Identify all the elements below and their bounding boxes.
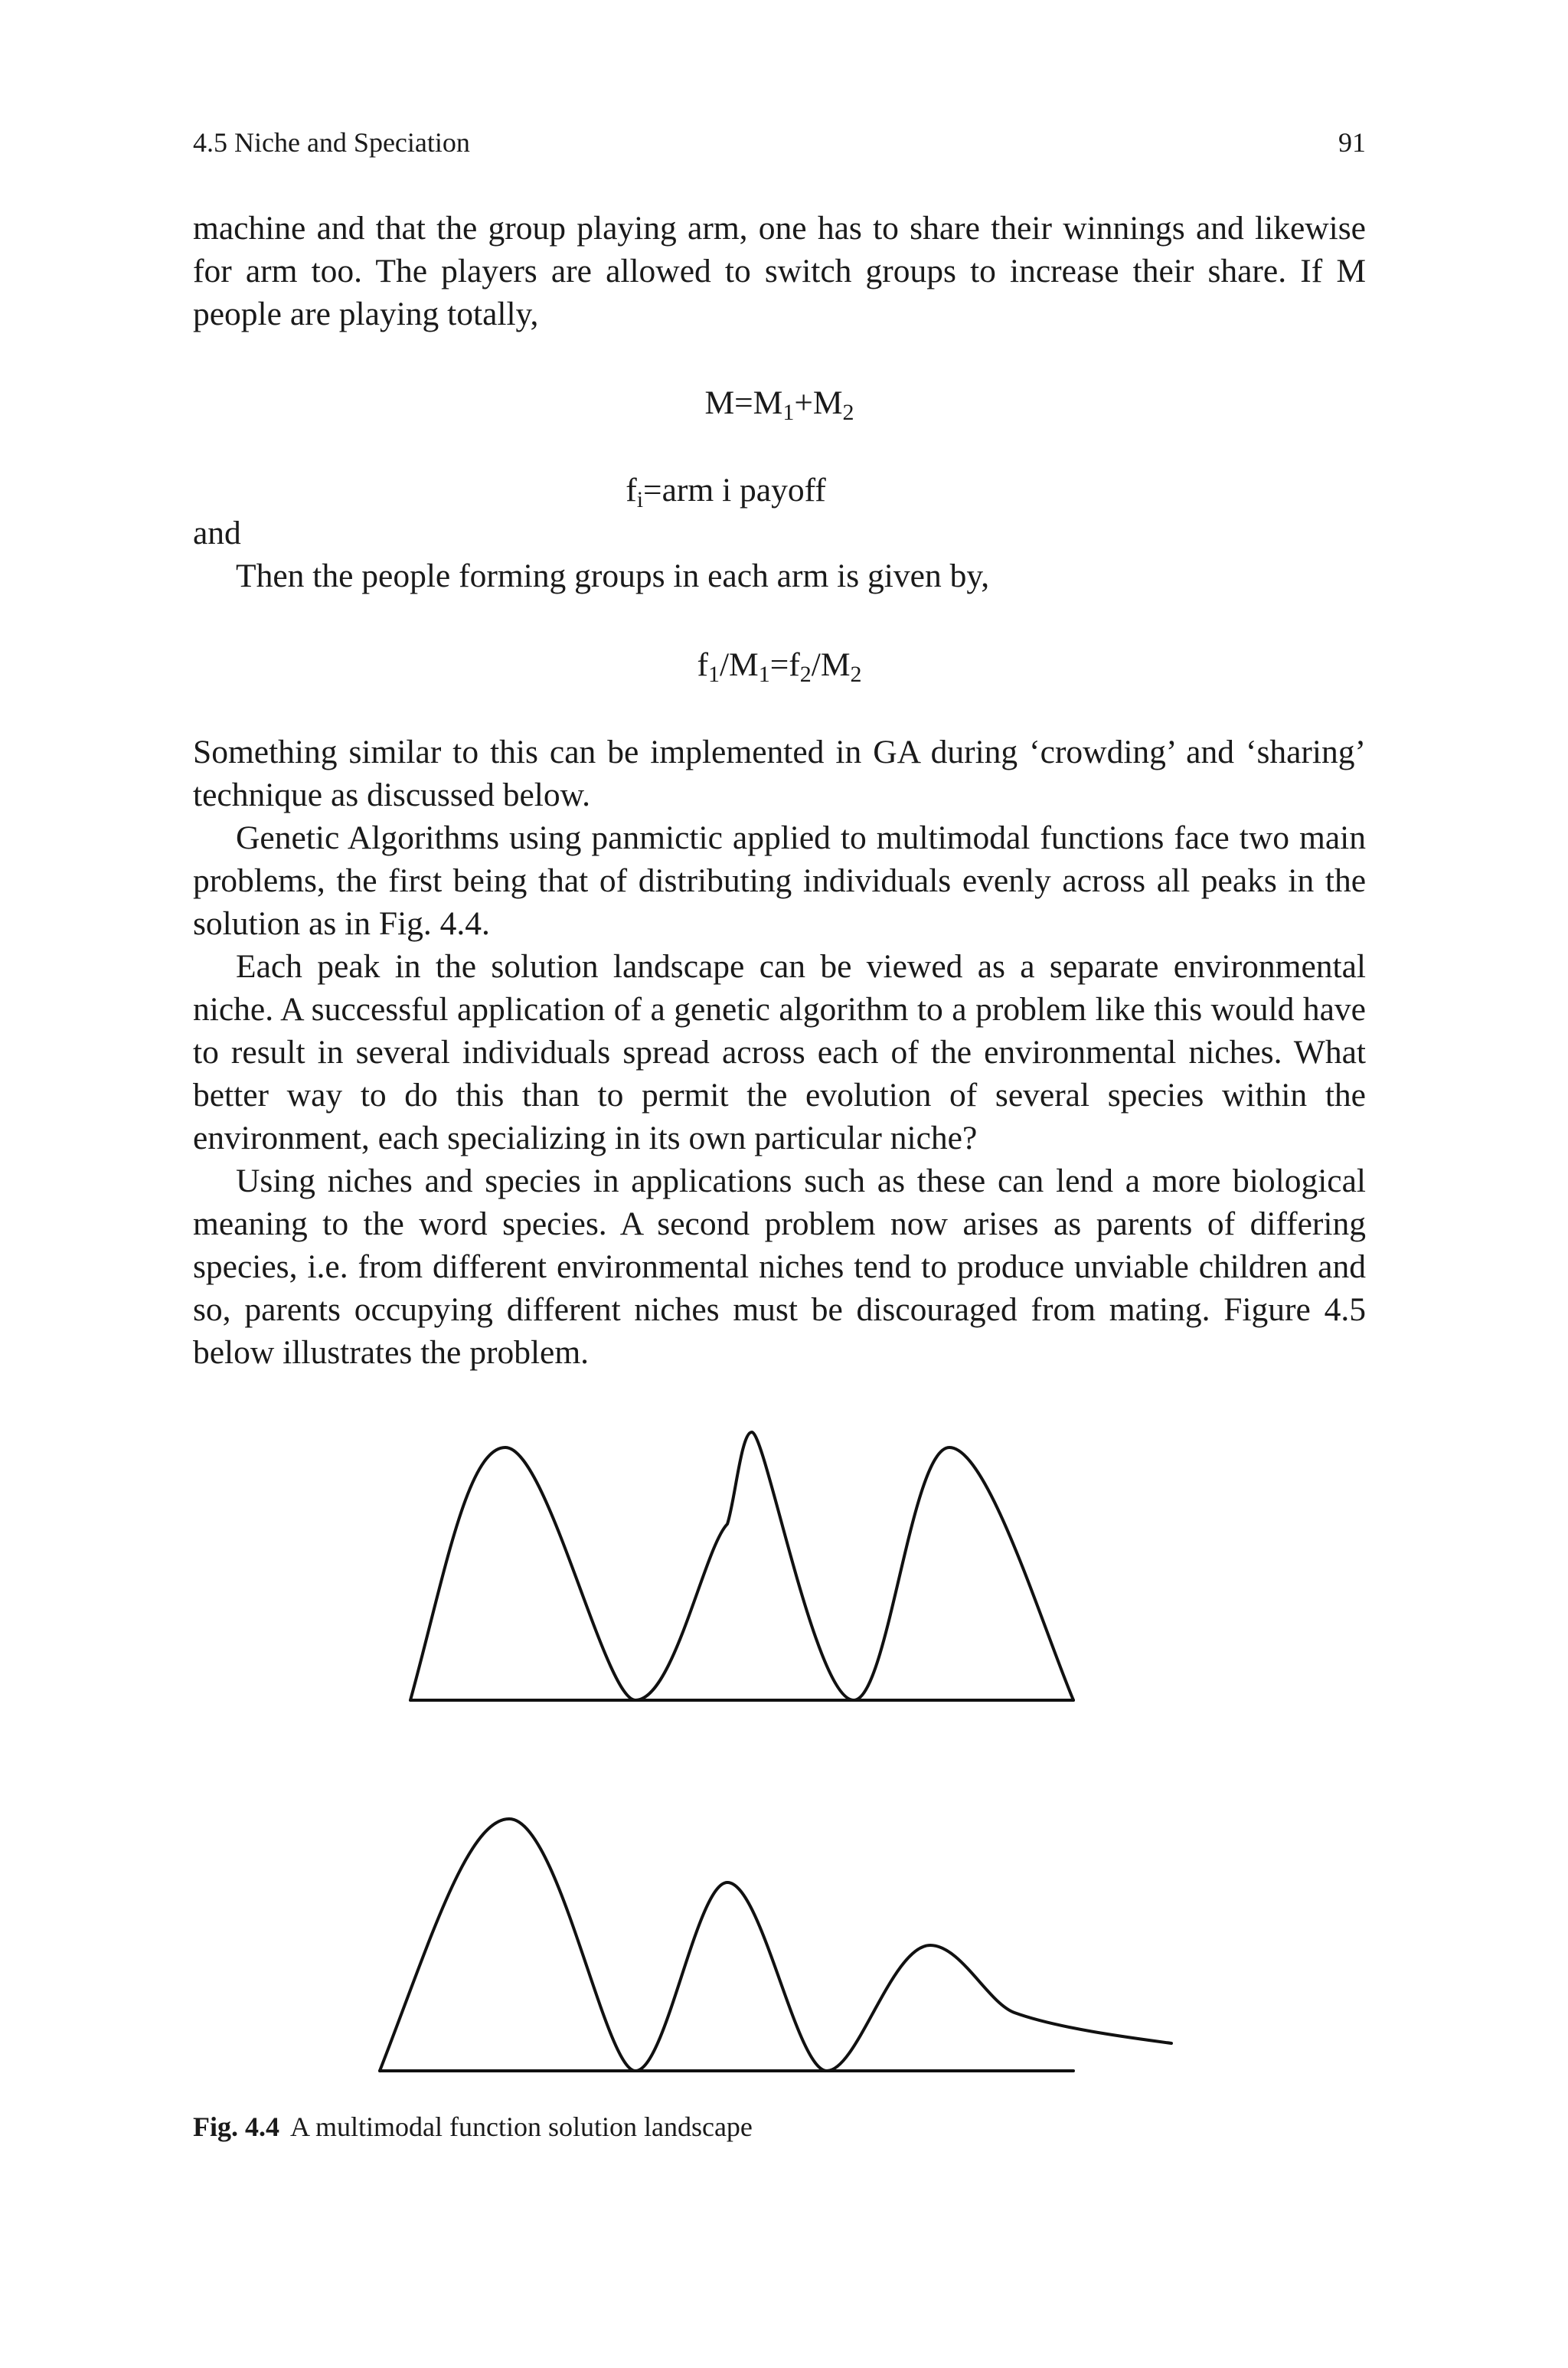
eq1-sub2: 2 [842,400,854,425]
eq3-t2: =f [769,646,800,683]
section-title: 4.5 Niche and Speciation [193,127,470,158]
eq3-f1: f [697,646,708,683]
page-number: 91 [1338,127,1366,158]
then-text: Then the people forming groups in each arm is given by, [236,558,990,594]
eq3-t1: /M [719,646,759,683]
eq1-sub1: 1 [782,400,795,425]
eq2-sub: i [636,487,644,512]
using-paragraph: Using niches and species in applications such as these can lend a more biological meaning to the word species. A second problem now arises as parents of differing species, i.e. from different environmental niches tend to produce unviable children and so, parents occupying different niches must be discouraged from mating. Figure 4.5 below illustrates the problem. [193,1163,1366,1371]
eq1-lhs: M=M [704,384,783,421]
eq3-t3: /M [811,646,851,683]
bottom-landscape-curve [380,1819,1171,2071]
figure-label: Fig. 4.4 [193,2111,279,2142]
and-text: and [193,515,241,551]
eq3-s4: 2 [850,662,862,687]
eq2-rest: =arm i payoff [643,472,826,509]
eq2-f: f [626,472,637,509]
intro-text: machine and that the group playing arm, one has to share their winnings and likewise for arm too. The players are allowed to switch groups to increase their share. If M people are playing totally, [193,210,1366,332]
eq1-mid: +M [794,384,843,421]
peak-paragraph: Each peak in the solution landscape can be viewed as a separate environmental niche. A successful application of a genetic algorithm to a problem like this would have to result in several individuals spread across each of the environmental niches. What better way to do this than to permit the evolution of several species within the environment, each specializing in its own particular niche? [193,948,1366,1156]
similar-paragraph: Something similar to this can be implemented in GA during ‘crowding’ and ‘sharing’ technique as discussed below. [193,734,1366,813]
figure-caption-text: A multimodal function solution landscape [290,2111,753,2142]
figure-caption [193,2110,753,2144]
eq3-s2: 1 [758,662,770,687]
eq3-s3: 2 [799,662,812,687]
genetic-paragraph: Genetic Algorithms using panmictic applied to multimodal functions face two main problems, the first being that of distributing individuals evenly across all peaks in the solution as in Fig. 4.4. [193,819,1366,942]
top-landscape-curve [410,1432,1073,1700]
eq3-s1: 1 [707,662,720,687]
